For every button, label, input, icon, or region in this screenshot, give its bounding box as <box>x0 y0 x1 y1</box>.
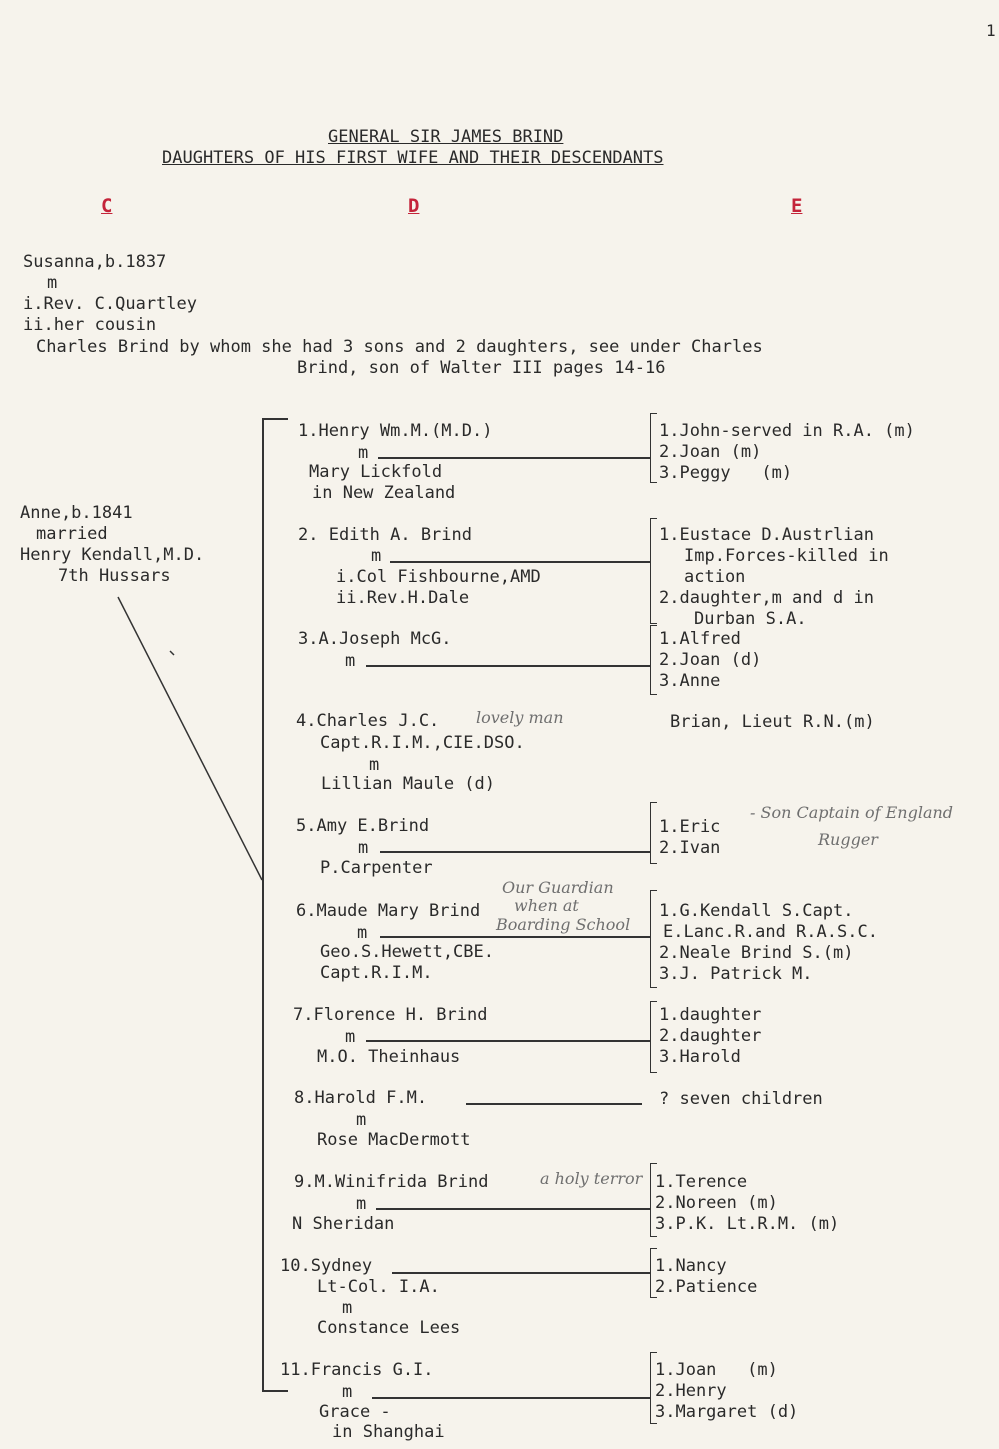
child-5-desc-bracket <box>650 802 657 864</box>
handwritten-note-maude-1: Our Guardian <box>502 878 614 897</box>
child-4-rank: Capt.R.I.M.,CIE.DSO. <box>320 733 525 753</box>
child-8-spouse: Rose MacDermott <box>317 1130 471 1150</box>
child-10-desc-1: 1.Nancy <box>655 1256 727 1276</box>
anne-spouse: Henry Kendall,M.D. <box>20 545 205 565</box>
child-2-spouse-2: ii.Rev.H.Dale <box>336 588 470 608</box>
susanna-note-2: Brind, son of Walter III pages 14-16 <box>297 358 666 378</box>
page-title: GENERAL SIR JAMES BRIND <box>328 127 564 147</box>
child-9-spouse: N Sheridan <box>292 1214 395 1234</box>
child-9-name: 9.M.Winifrida Brind <box>294 1172 489 1192</box>
child-10-married: m <box>342 1298 353 1318</box>
child-1-spouse: Mary Lickfold <box>309 462 443 482</box>
child-3-link <box>366 665 650 667</box>
children-bracket-bottom <box>262 1390 288 1392</box>
child-6-desc-2: E.Lanc.R.and R.A.S.C. <box>663 922 878 942</box>
child-2-link <box>390 561 650 563</box>
child-5-desc-2: 2.Ivan <box>659 838 721 858</box>
child-11-desc-1: 1.Joan (m) <box>655 1360 778 1380</box>
susanna-note-1: Charles Brind by whom she had 3 sons and 2 daughters, see under Charles <box>36 337 763 357</box>
child-6-spouse: Geo.S.Hewett,CBE. <box>320 942 494 962</box>
child-6-link <box>380 936 650 938</box>
child-9-married: m <box>356 1194 367 1214</box>
child-6-married: m <box>357 923 368 943</box>
child-10-link <box>392 1272 650 1274</box>
child-2-name: 2. Edith A. Brind <box>298 525 472 545</box>
child-3-married: m <box>345 651 356 671</box>
child-7-desc-3: 3.Harold <box>659 1047 741 1067</box>
child-3-name: 3.A.Joseph McG. <box>298 629 452 649</box>
handwritten-note-maude-3: Boarding School <box>496 915 631 934</box>
child-7-name: 7.Florence H. Brind <box>293 1005 488 1025</box>
child-4-name: 4.Charles J.C. <box>296 711 440 731</box>
child-11-desc-2: 2.Henry <box>655 1381 727 1401</box>
susanna-spouse-1: i.Rev. C.Quartley <box>23 294 197 314</box>
handwritten-note-maude-2: when at <box>514 896 579 915</box>
child-3-desc-1: 1.Alfred <box>659 629 741 649</box>
child-1-desc-1: 1.John-served in R.A. (m) <box>659 421 915 441</box>
child-4-spouse: Lillian Maule (d) <box>321 774 495 794</box>
child-6-desc-3: 2.Neale Brind S.(m) <box>659 943 854 963</box>
child-6-desc-1: 1.G.Kendall S.Capt. <box>659 901 854 921</box>
child-11-name: 11.Francis G.I. <box>280 1360 434 1380</box>
handwritten-note-eric-2: Rugger <box>818 830 878 849</box>
children-bracket-top <box>262 418 288 420</box>
child-5-link <box>380 851 650 853</box>
child-9-desc-3: 3.P.K. Lt.R.M. (m) <box>655 1214 840 1234</box>
child-6-desc-bracket <box>650 890 657 988</box>
child-1-place: in New Zealand <box>312 483 456 503</box>
handwritten-note-winifrida: a holy terror <box>540 1169 643 1188</box>
child-8-link <box>466 1103 642 1105</box>
child-5-married: m <box>358 838 369 858</box>
child-11-spouse: Grace - <box>319 1402 391 1422</box>
child-10-desc-2: 2.Patience <box>655 1277 758 1297</box>
child-3-desc-2: 2.Joan (d) <box>659 650 762 670</box>
child-6-name: 6.Maude Mary Brind <box>296 901 481 921</box>
child-11-married: m <box>342 1382 353 1402</box>
column-c-label: C <box>101 195 113 217</box>
child-8-name: 8.Harold F.M. <box>294 1088 428 1108</box>
child-1-desc-bracket <box>650 413 657 483</box>
handwritten-note-eric-1: - Son Captain of England <box>750 803 954 822</box>
page-subtitle: DAUGHTERS OF HIS FIRST WIFE AND THEIR DESCENDANTS <box>162 148 664 168</box>
child-8-married: m <box>356 1110 367 1130</box>
column-e-label: E <box>791 195 803 217</box>
child-11-place: in Shanghai <box>332 1422 445 1442</box>
child-3-desc-bracket <box>650 625 657 695</box>
child-7-spouse: M.O. Theinhaus <box>317 1047 461 1067</box>
anne-name: Anne,b.1841 <box>20 503 133 523</box>
child-4-married: m <box>369 755 380 775</box>
child-2-desc-4: 2.daughter,m and d in <box>659 588 874 608</box>
child-5-name: 5.Amy E.Brind <box>296 816 430 836</box>
handwritten-note-charles: lovely man <box>476 708 564 727</box>
child-8-desc-1: ? seven children <box>659 1089 823 1109</box>
child-10-spouse: Constance Lees <box>317 1318 461 1338</box>
child-7-link <box>366 1040 650 1042</box>
child-2-spouse-1: i.Col Fishbourne,AMD <box>336 567 541 587</box>
child-9-desc-1: 1.Terence <box>655 1172 748 1192</box>
child-1-desc-2: 2.Joan (m) <box>659 442 762 462</box>
child-3-desc-3: 3.Anne <box>659 671 721 691</box>
page-number: 1 <box>986 21 996 40</box>
child-7-desc-1: 1.daughter <box>659 1005 762 1025</box>
child-7-married: m <box>345 1027 356 1047</box>
susanna-married: m <box>47 273 58 293</box>
susanna-name: Susanna,b.1837 <box>23 252 167 272</box>
children-bracket <box>262 418 264 1391</box>
child-6-desc-4: 3.J. Patrick M. <box>659 964 813 984</box>
child-11-link <box>372 1397 650 1399</box>
anne-married: married <box>36 524 108 544</box>
child-10-rank: Lt-Col. I.A. <box>317 1277 440 1297</box>
child-2-desc-1: 1.Eustace D.Austrlian <box>659 525 874 545</box>
child-9-link <box>376 1208 650 1210</box>
child-2-desc-2: Imp.Forces-killed in <box>684 546 889 566</box>
child-7-desc-bracket <box>650 1001 657 1073</box>
child-1-link <box>378 457 650 459</box>
child-1-married: m <box>358 443 369 463</box>
child-2-desc-bracket <box>650 518 657 624</box>
susanna-spouse-2: ii.her cousin <box>23 315 157 335</box>
column-d-label: D <box>408 195 420 217</box>
child-4-desc-1: Brian, Lieut R.N.(m) <box>670 712 875 732</box>
child-6-spouse-rank: Capt.R.I.M. <box>320 963 433 983</box>
anne-spouse-regiment: 7th Hussars <box>58 566 171 586</box>
child-10-name: 10.Sydney <box>280 1256 373 1276</box>
child-7-desc-2: 2.daughter <box>659 1026 762 1046</box>
child-1-desc-3: 3.Peggy (m) <box>659 463 793 483</box>
child-2-married: m <box>371 546 382 566</box>
child-9-desc-2: 2.Noreen (m) <box>655 1193 778 1213</box>
child-5-desc-1: 1.Eric <box>659 817 721 837</box>
child-2-desc-3: action <box>684 567 746 587</box>
child-5-spouse: P.Carpenter <box>320 858 433 878</box>
child-2-desc-5: Durban S.A. <box>694 609 807 629</box>
child-11-desc-3: 3.Margaret (d) <box>655 1402 799 1422</box>
child-1-name: 1.Henry Wm.M.(M.D.) <box>298 421 493 441</box>
